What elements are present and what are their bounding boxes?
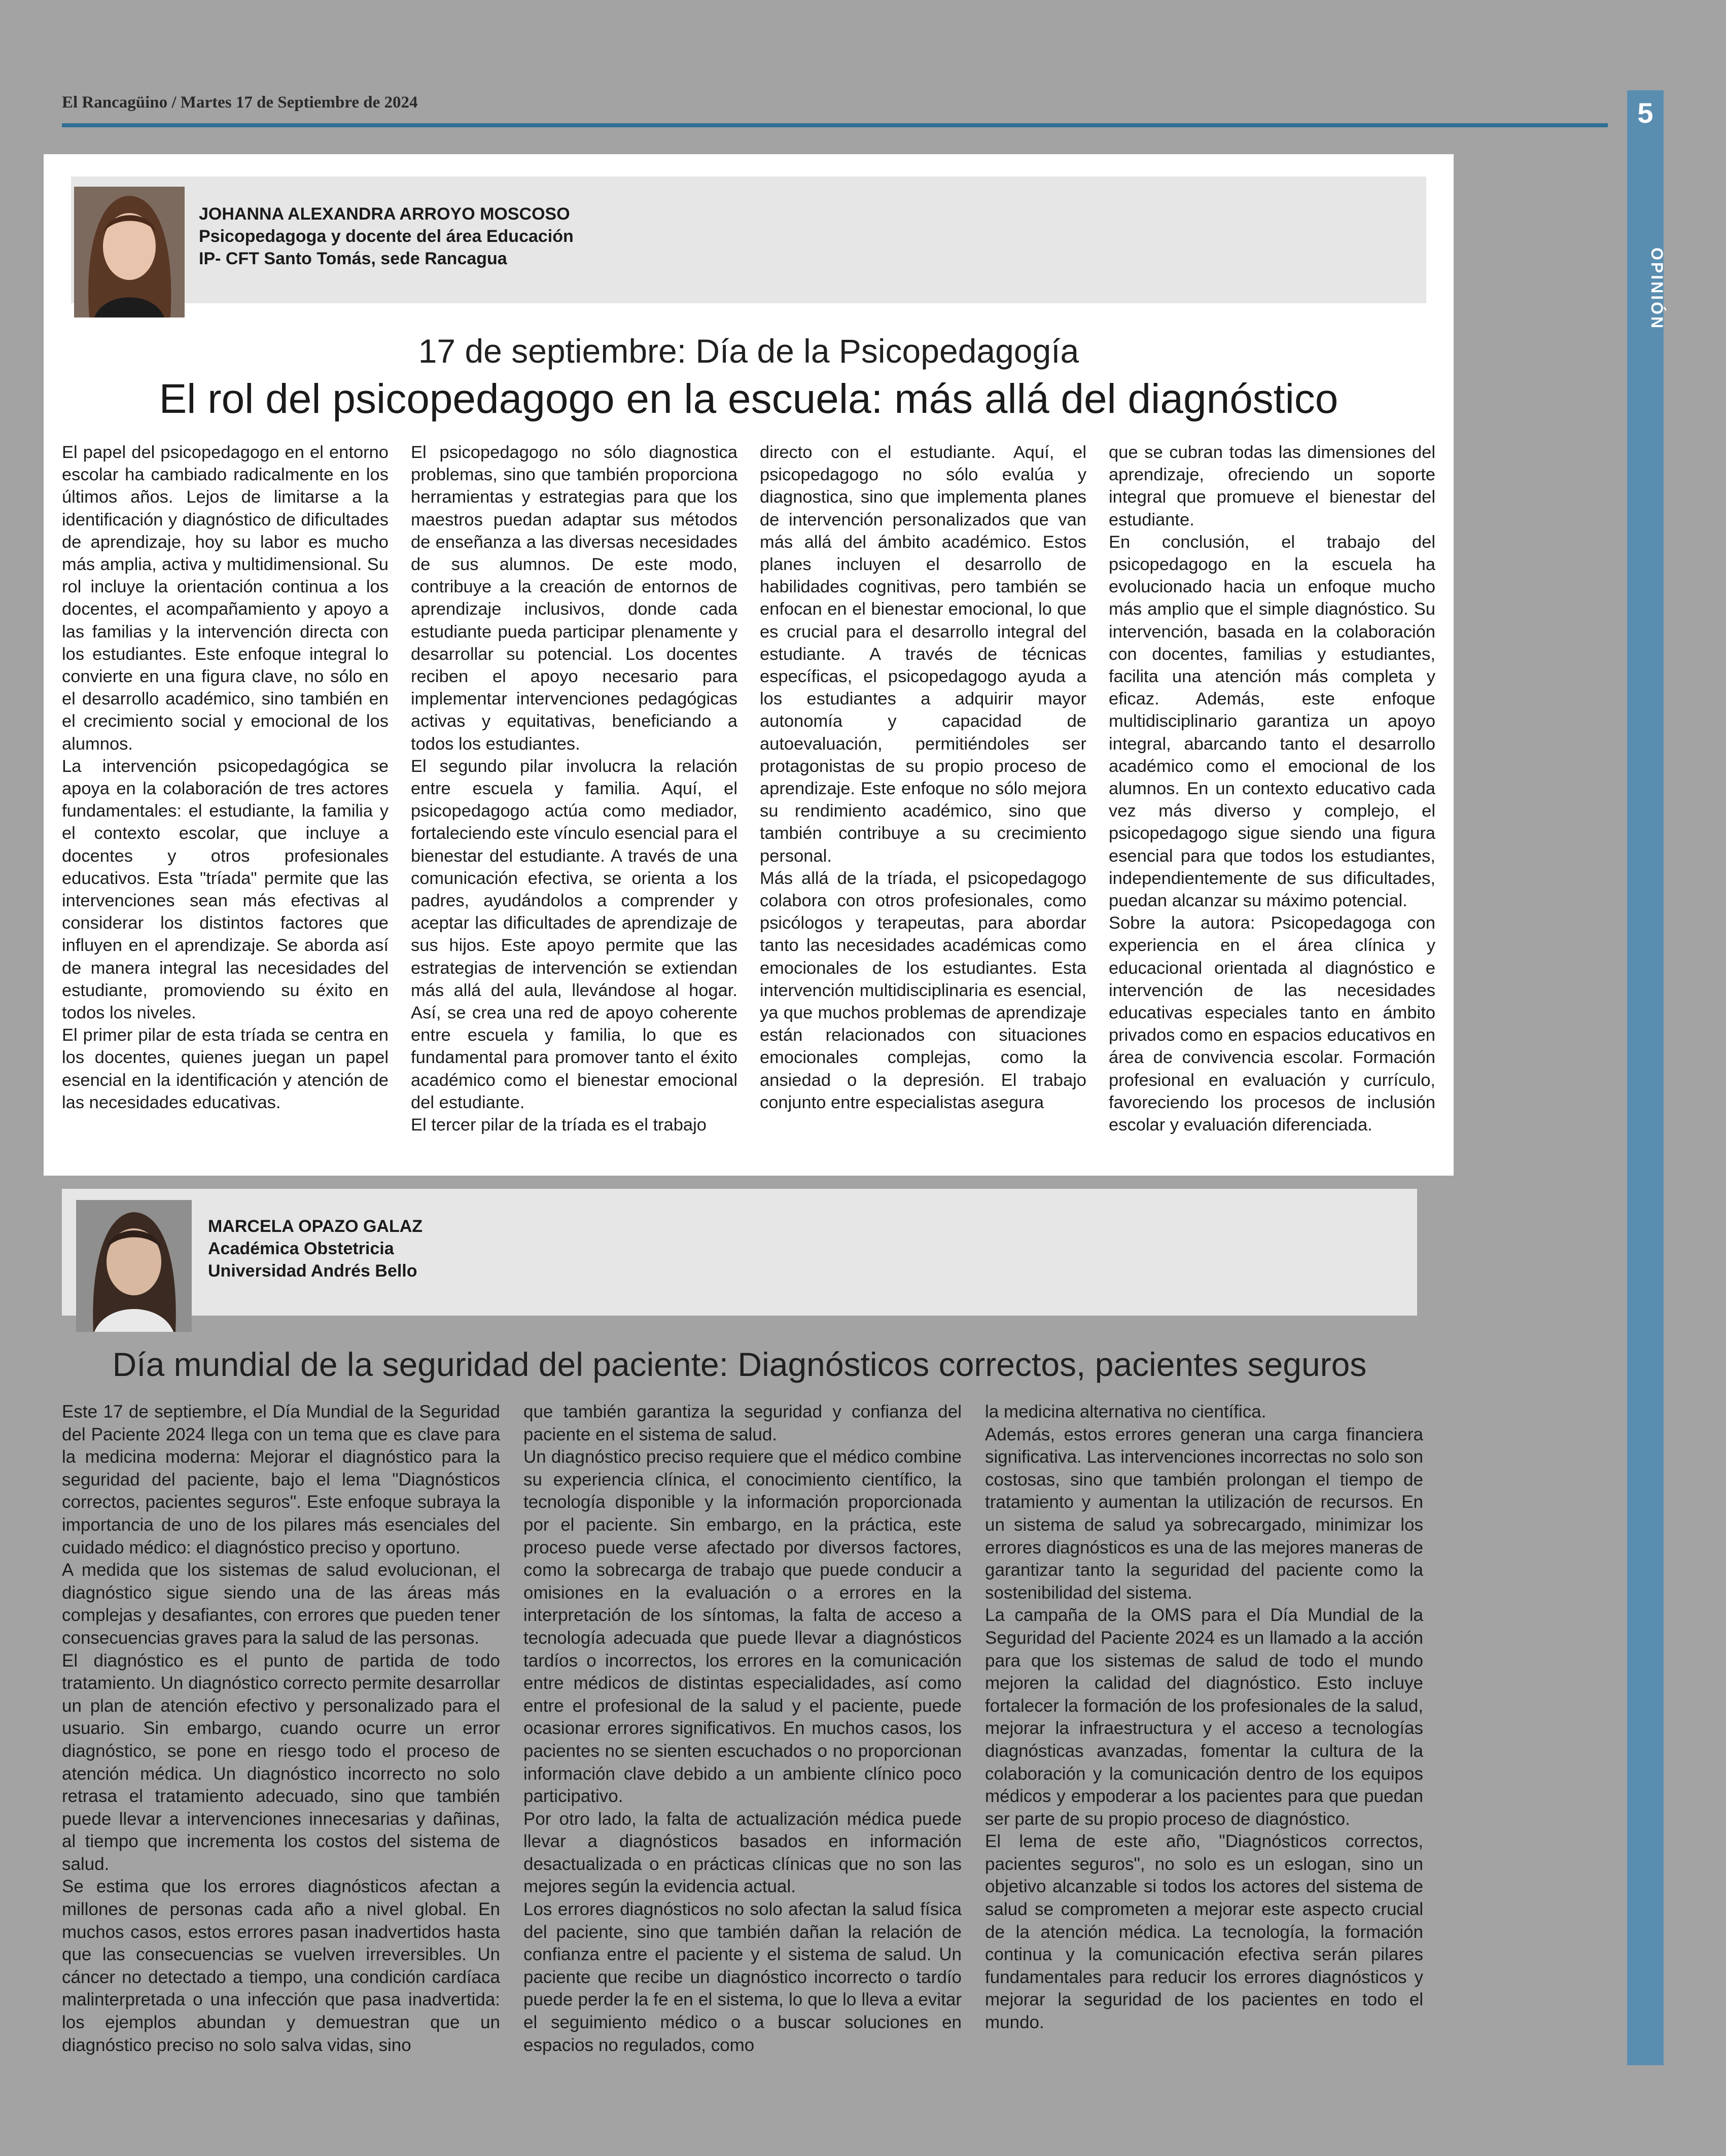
author-name: MARCELA OPAZO GALAZ [208, 1217, 423, 1236]
paragraph: Un diagnóstico preciso requiere que el médico combine su experiencia clínica, el conocimiento científico, la tecnología disponible y la información proporcionada por el paciente. Sin embargo, en la práctica, este proceso puede verse afectado por diversos factores, como la sobrecarga de trabajo que puede conducir a omisiones en la evaluación o a errores en la interpretación de los síntomas, la falta de acceso a tecnología adecuada que puede llevar a diagnósticos tardíos o incorrectos, los errores en la comunicación entre médicos de distintas especialidades, así como entre el profesional de la salud y el paciente, puede ocasionar errores significativos. En muchos casos, los pacientes no se sienten escuchados o no proporcionan información clave debido a un ambiente clínico poco participativo. [523, 1447, 962, 1807]
author-institution: Universidad Andrés Bello [208, 1261, 417, 1281]
paragraph: El segundo pilar involucra la relación entre escuela y familia. Aquí, el psicopedagogo actúa como mediador, fortaleciendo este vínculo esencial para el bienestar del estudiante. A través de una comunicación efectiva, se orienta a los padres, ayudándolos a comprender y aceptar las dificultades de aprendizaje de sus hijos. Este apoyo permite que las estrategias de intervención se extiendan más allá del aula, llevándose al hogar. Así, se crea una red de apoyo coherente entre escuela y familia, lo que es fundamental para promover tanto el éxito académico como el bienestar emocional del estudiante. [411, 756, 737, 1112]
paragraph: A medida que los sistemas de salud evolucionan, el diagnóstico sigue siendo una de las áreas más complejas y desafiantes, con errores que pueden tener consecuencias graves para la salud de las personas. [62, 1560, 500, 1648]
article-body [62, 1401, 1423, 2075]
article-body [62, 441, 1436, 1167]
top-rule [62, 123, 1608, 127]
article-headline: El rol del psicopedagogo en la escuela: más allá del diagnóstico [159, 376, 1338, 422]
text-column [411, 441, 737, 1167]
paragraph: El papel del psicopedagogo en el entorno escolar ha cambiado radicalmente en los últimos años. Lejos de limitarse a la identificación y diagnóstico de dificultades de aprendizaje, hoy su labor es mucho más amplia, activa y multidimensional. Su rol incluye la orientación continua a los docentes, el acompañamiento y apoyo a las familias y la intervención directa con los estudiantes. Este enfoque integral lo convierte en una figura clave, no sólo en el desarrollo académico, sino también en el crecimiento social y emocional de los alumnos. [62, 443, 389, 754]
author-info [208, 1215, 422, 1282]
text-column [523, 1401, 962, 2075]
paragraph: El psicopedagogo no sólo diagnostica problemas, sino que también proporciona herramientas y estrategias para que los maestros puedan adaptar sus métodos de enseñanza a las diversas necesidades de sus alumnos. De este modo, contribuye a la creación de entornos de aprendizaje inclusivos, donde cada estudiante pueda participar plenamente y desarrollar su potencial. Los docentes reciben el apoyo necesario para implementar intervenciones pedagógicas activas y equitativas, beneficiando a todos los estudiantes. [411, 443, 737, 754]
text-column [62, 441, 389, 1167]
paragraph: El lema de este año, "Diagnósticos correctos, pacientes seguros", no solo es un eslogan, sino un objetivo alcanzable si todos los actores del sistema de salud se comprometen a mejorar este aspecto crucial de la atención médica. La tecnología, la formación continua y la comunicación efectiva serán pilares fundamentales para reducir los errores diagnósticos y mejorar la seguridad de los pacientes en todo el mundo. [985, 1831, 1423, 2033]
paragraph: directo con el estudiante. Aquí, el psicopedagogo no sólo evalúa y diagnostica, sino que implementa planes de intervención personalizados que van más allá del ámbito académico. Estos planes incluyen el desarrollo de habilidades cognitivas, pero también se enfocan en el bienestar emocional, lo que es crucial para el desarrollo integral del estudiante. A través de técnicas específicas, el psicopedagogo ayuda a los estudiantes a adquirir mayor autonomía y capacidad de autoevaluación, permitiéndoles ser protagonistas de su propio proceso de aprendizaje. Este enfoque no sólo mejora su rendimiento académico, sino que también contribuye a su crecimiento personal. [760, 443, 1086, 866]
paragraph: El primer pilar de esta tríada se centra en los docentes, quienes juegan un papel esencial en la identificación y atención de las necesidades educativas. [62, 1026, 389, 1112]
paragraph: En conclusión, el trabajo del psicopedagogo en la escuela ha evolucionado hacia un enfoque mucho más amplio que el simple diagnóstico. Su intervención, basada en la colaboración con docentes, familias y estudiantes, facilita una atención más completa y eficaz. Además, este enfoque multidisciplinario garantiza un apoyo integral, abarcando tanto el desarrollo académico como el emocional de los alumnos. En un contexto educativo cada vez más diverso y complejo, el psicopedagogo sigue siendo una figura esencial para que todos los estudiantes, independientemente de sus dificultades, puedan alcanzar su máximo potencial. [1109, 532, 1435, 911]
text-column [985, 1401, 1423, 2075]
paragraph: Por otro lado, la falta de actualización médica puede llevar a diagnósticos basados en información desactualizada o en prácticas clínicas que no son las mejores según la evidencia actual. [523, 1809, 962, 1897]
text-column [62, 1401, 500, 2075]
author-role: Académica Obstetricia [208, 1239, 394, 1258]
paragraph: que se cubran todas las dimensiones del aprendizaje, ofreciendo un soporte integral que promueve el bienestar del estudiante. [1109, 443, 1435, 529]
page-number: 5 [1637, 97, 1653, 129]
paragraph: El tercer pilar de la tríada es el trabajo [411, 1115, 707, 1135]
paragraph: La campaña de la OMS para el Día Mundial de la Seguridad del Paciente 2024 es un llamado a la acción para que los sistemas de salud de todo el mundo mejoren la calidad del diagnóstico. Esto incluye fortalecer la formación de los profesionales de la salud, mejorar la infraestructura y el acceso a tecnologías diagnósticas avanzadas, fomentar la cultura de la colaboración y la comunicación dentro de los equipos médicos y empoderar a los pacientes para que puedan ser parte de su propio proceso de diagnóstico. [985, 1605, 1423, 1829]
masthead: El Rancagüino / Martes 17 de Septiembre de 2024 [62, 93, 418, 112]
author-photo [76, 1200, 192, 1332]
section-sidebar [1627, 90, 1664, 2065]
article-kicker: 17 de septiembre: Día de la Psicopedagogía [418, 332, 1079, 370]
paragraph: Los errores diagnósticos no solo afectan la salud física del paciente, sino que también dañan la relación de confianza entre el paciente y el sistema de salud. Un paciente que recibe un diagnóstico incorrecto o tardío puede perder la fe en el sistema, lo que lo lleva a evitar el seguimiento médico o a buscar soluciones en espacios no regulados, como [523, 1899, 962, 2055]
paragraph: Más allá de la tríada, el psicopedagogo colabora con otros profesionales, como psicólogos y terapeutas, para abordar tanto las necesidades académicas como emocionales de los estudiantes. Esta intervención multidisciplinaria es esencial, ya que muchos problemas de aprendizaje están relacionados con situaciones emocionales complejas, como la ansiedad o la depresión. El trabajo conjunto entre especialistas asegura [760, 868, 1086, 1112]
paragraph: que también garantiza la seguridad y confianza del paciente en el sistema de salud. [523, 1402, 962, 1444]
paragraph: Además, estos errores generan una carga financiera significativa. Las intervenciones incorrectas no solo son costosas, sino que también prolongan el tiempo de tratamiento y aumentan la utilización de recursos. En un sistema de salud ya sobrecargado, minimizar los errores diagnósticos es una de las mejores maneras de garantizar tanto la seguridad del paciente como la sostenibilidad del sistema. [985, 1424, 1423, 1603]
paragraph: Este 17 de septiembre, el Día Mundial de la Seguridad del Paciente 2024 llega con un tema que es clave para la medicina moderna: Mejorar el diagnóstico para la seguridad del paciente, bajo el lema "Diagnósticos correctos, pacientes seguros". Este enfoque subraya la importancia de uno de los pilares más esenciales del cuidado médico: el diagnóstico preciso y oportuno. [62, 1402, 500, 1558]
paragraph: la medicina alternativa no científica. [985, 1402, 1266, 1422]
author-role: Psicopedagoga y docente del área Educación [199, 227, 574, 246]
paragraph: El diagnóstico es el punto de partida de todo tratamiento. Un diagnóstico correcto permite desarrollar un plan de atención efectivo y personalizado para el usuario. Sin embargo, cuando ocurre un error diagnóstico, se pone en riesgo todo el proceso de atención médica. Un diagnóstico incorrecto no solo retrasa el tratamiento adecuado, sino que también puede llevar a intervenciones innecesarias y dañinas, al tiempo que incrementa los costos del sistema de salud. [62, 1650, 500, 1874]
author-photo [74, 187, 185, 317]
article-headline: Día mundial de la seguridad del paciente: Diagnósticos correctos, pacientes seguros [112, 1346, 1367, 1383]
paragraph: Se estima que los errores diagnósticos afectan a millones de personas cada año a nivel global. En muchos casos, estos errores pasan inadvertidos hasta que las consecuencias se vuelven irreversibles. Un cáncer no detectado a tiempo, una condición cardíaca malinterpretada o una infección que pasa inadvertida: los ejemplos abundan y demuestran que un diagnóstico preciso no solo salva vidas, sino [62, 1877, 500, 2055]
text-column [1109, 441, 1435, 1167]
paragraph: La intervención psicopedagógica se apoya en la colaboración de tres actores fundamentales: el estudiante, la familia y el contexto escolar, que incluye a docentes y otros profesionales educativos. Esta "tríada" permite que las intervenciones sean más efectivas al considerar los distintos factores que influyen en el aprendizaje. Se aborda así de manera integral las necesidades del estudiante, promoviendo su éxito en todos los niveles. [62, 756, 389, 1023]
article-psicopedagogia [44, 154, 1454, 1176]
author-info [199, 203, 574, 270]
section-label: OPINIÓN [1648, 248, 1666, 331]
author-name: JOHANNA ALEXANDRA ARROYO MOSCOSO [199, 204, 570, 224]
author-institution: IP- CFT Santo Tomás, sede Rancagua [199, 249, 507, 268]
text-column [760, 441, 1086, 1167]
paragraph: Sobre la autora: Psicopedagoga con experiencia en el área clínica y educacional orientada al diagnóstico e intervención de las necesidades educativas especiales tanto en ámbito privados como en espacios educativos en área de convivencia escolar. Formación profesional en evaluación y currículo, favoreciendo los procesos de inclusión escolar y evaluación diferenciada. [1109, 913, 1435, 1135]
